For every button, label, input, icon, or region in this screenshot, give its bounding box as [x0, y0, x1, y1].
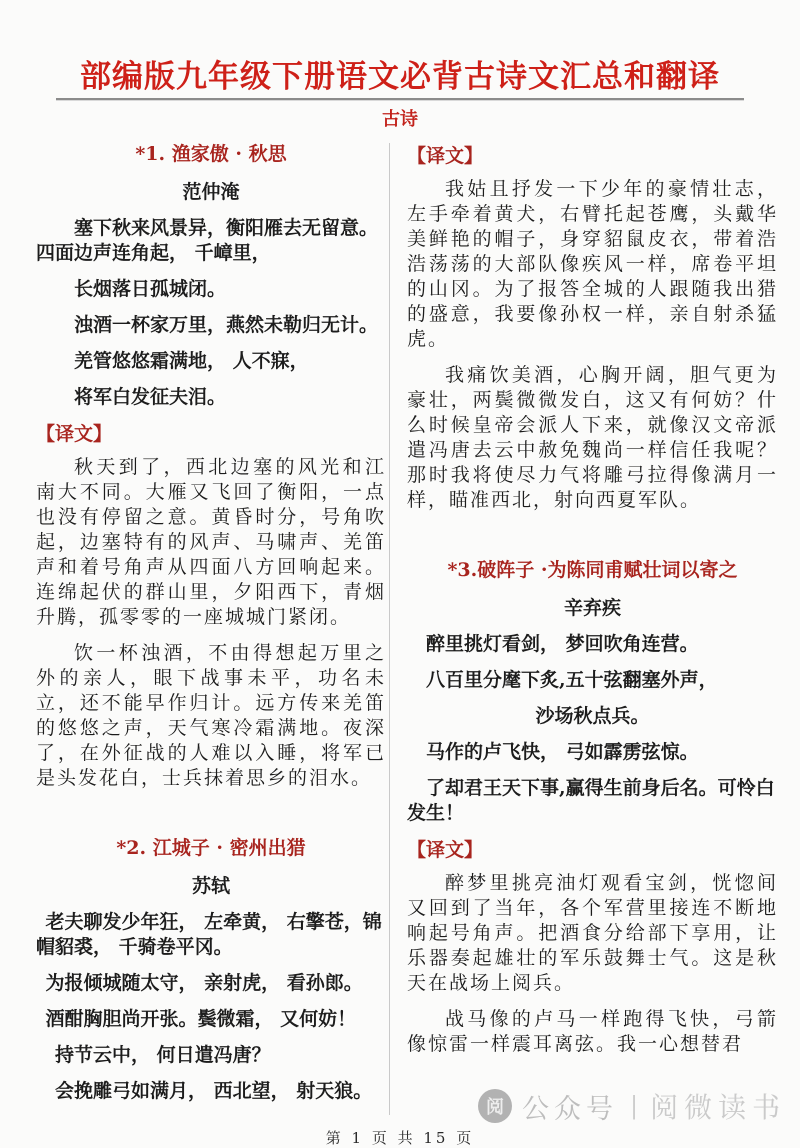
poem3-line: 醉里挑灯看剑， 梦回吹角连营。 — [426, 632, 699, 655]
watermark-separator: | — [630, 1092, 639, 1120]
poem3-translation-paragraph: 醉梦里挑亮油灯观看宝剑，恍惚间又回到了当年，各个军营里接连不断地响起号角声。把酒食分给部下享用，让乐器奏起雄壮的军乐鼓舞士气。这是秋天在战场上阅兵。 — [407, 871, 778, 994]
poem1-heading: *1. 渔家傲 · 秋思 — [135, 142, 287, 165]
poem3-line: 马作的卢飞快， 弓如霹雳弦惊。 — [426, 740, 699, 763]
top-border-line — [56, 98, 744, 101]
poem2-heading: *2. 江城子 · 密州出猎 — [116, 836, 306, 859]
poem3-translation-paragraph: 战马像的卢马一样跑得飞快，弓箭像惊雷一样震耳离弦。我一心想替君 — [407, 1007, 778, 1055]
watermark-label: 公众号 — [522, 1093, 618, 1125]
document-page — [0, 58, 800, 1147]
poem3-heading: *3.破阵子 ·为陈同甫赋壮词以寄之 — [447, 558, 738, 581]
page-number-footer: 第 1 页 共 15 页 — [325, 1129, 475, 1147]
poem2-translation-paragraph: 我姑且抒发一下少年的豪情壮志，左手牵着黄犬，右臂托起苍鹰，头戴华美鲜艳的帽子，身穿貂鼠皮衣，带着浩浩荡荡的大部队像疾风一样，席卷平坦的山冈。为了报答全城的人跟随我出猎的盛意，我要像孙权一样，亲自射杀猛虎。 — [407, 177, 778, 350]
poem2-line: 持节云中， 何日遣冯唐？ — [55, 1043, 271, 1066]
page-subtitle: 古诗 — [382, 108, 418, 130]
poem3-line: 八百里分麾下炙,五十弦翻塞外声， — [426, 668, 718, 691]
poem1-line: 浊酒一杯家万里，燕然未勒归无计。 — [74, 313, 379, 336]
poem1-translation-label: 【译文】 — [36, 422, 113, 445]
poem2-translation-label: 【译文】 — [407, 144, 484, 167]
poem1-line: 羌管悠悠霜满地， 人不寐， — [74, 349, 309, 372]
poem1-line: 长烟落日孤城闭。 — [74, 277, 227, 300]
poem2-line: 老夫聊发少年狂， 左牵黄， 右擎苍，锦帽貂裘， 千骑卷平冈。 — [36, 910, 382, 958]
poem3-line: 了却君王天下事,赢得生前身后名。可怜白发生！ — [407, 776, 775, 824]
poem2-translation-paragraph: 我痛饮美酒，心胸开阔，胆气更为豪壮，两鬓微微发白，这又有何妨？什么时候皇帝会派人下来，就像汉文帝派遣冯唐去云中赦免魏尚一样信任我呢？那时我将使尽力气将雕弓拉得像满月一样，瞄准西北，射向西夏军队。 — [407, 363, 778, 511]
poem1-line: 塞下秋来风景异，衡阳雁去无留意。四面边声连角起， 千嶂里， — [36, 216, 379, 264]
poem2-author: 苏轼 — [191, 874, 230, 897]
right-column — [395, 139, 778, 1115]
poem2-line: 会挽雕弓如满月， 西北望， 射天狼。 — [55, 1079, 373, 1102]
two-column-layout — [0, 133, 800, 1115]
poem2-line: 酒酣胸胆尚开张。鬓微霜， 又何妨！ — [45, 1007, 357, 1030]
page-title: 部编版九年级下册语文必背古诗文汇总和翻译 — [80, 59, 720, 95]
watermark-account-name: 阅微读书 — [650, 1091, 787, 1124]
poem1-author: 范仲淹 — [182, 180, 240, 203]
watermark-logo-glyph: 阅 — [486, 1097, 504, 1118]
left-column — [36, 139, 386, 1115]
poem1-translation-paragraph: 饮一杯浊酒，不由得想起万里之外的亲人，眼下战事未平，功名未立，还不能早作归计。远方传来羌笛的悠悠之声，天气寒冷霜满地。夜深了，在外征战的人难以入睡，将军已是头发花白，士兵抹着思乡的泪水。 — [36, 641, 386, 789]
poem3-translation-label: 【译文】 — [407, 838, 484, 861]
column-divider — [389, 143, 390, 1115]
poem2-line: 为报倾城随太守， 亲射虎， 看孙郎。 — [45, 971, 363, 994]
poem1-translation-paragraph: 秋天到了，西北边塞的风光和江南大不同。大雁又飞回了衡阳，一点也没有停留之意。黄昏时分，号角吹起，边塞特有的风声、马啸声、羌笛声和着号角声从四面八方回响起来。连绵起伏的群山里，夕阳西下，青烟升腾，孤零零的一座城城门紧闭。 — [36, 455, 386, 628]
poem3-author: 辛弃疾 — [563, 596, 621, 619]
poem3-line: 沙场秋点兵。 — [535, 704, 650, 727]
poem1-line: 将军白发征夫泪。 — [74, 385, 227, 408]
